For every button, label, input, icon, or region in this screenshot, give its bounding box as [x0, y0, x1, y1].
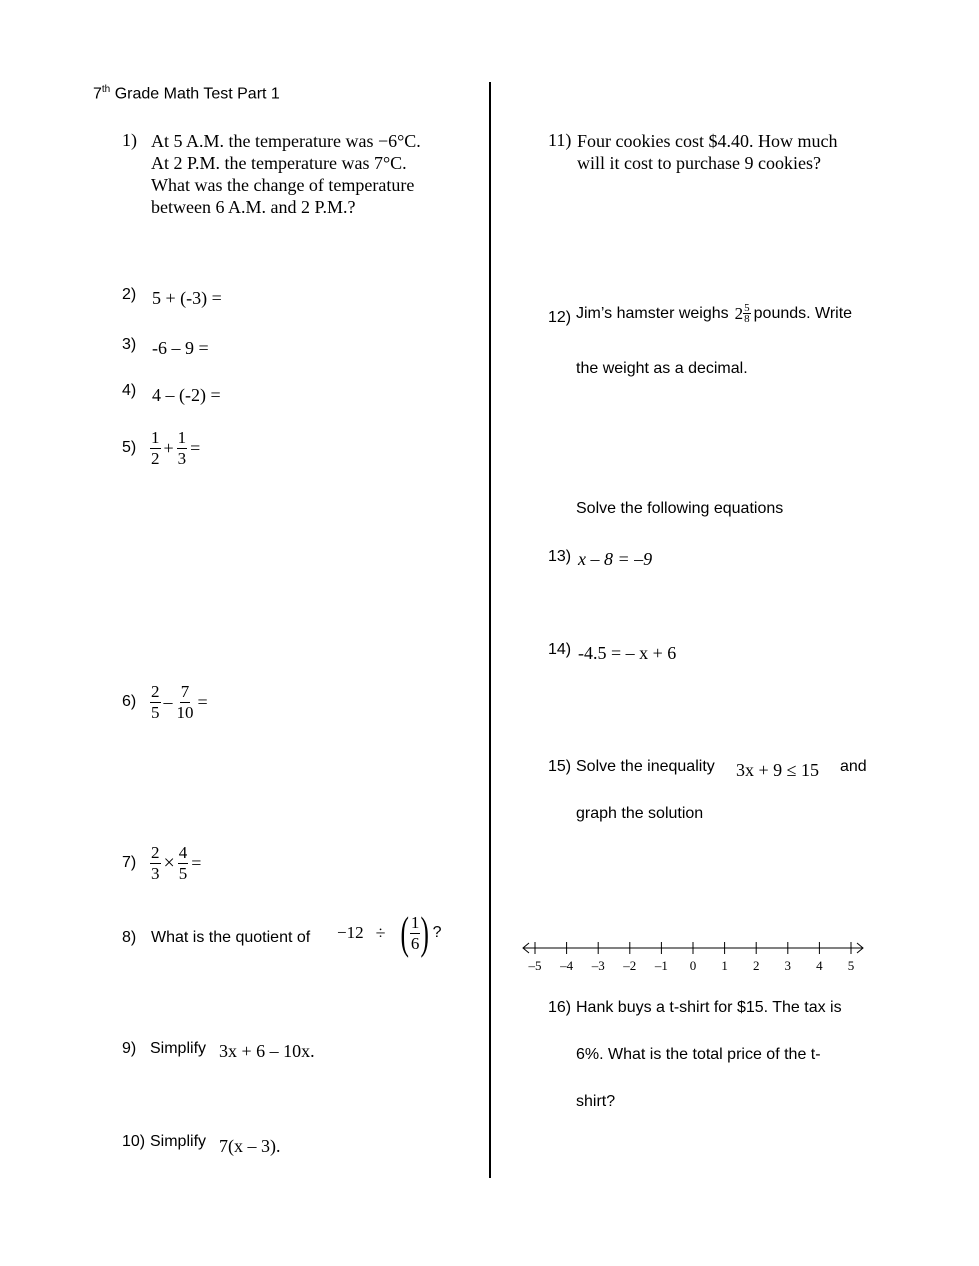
question-text-line: Hank buys a t-shirt for $15. The tax is — [576, 999, 842, 1016]
question-number: 15) — [548, 758, 572, 775]
question-expression: 3x + 6 – 10x. — [219, 1041, 315, 1061]
number-line — [520, 938, 866, 978]
question-number: 2) — [122, 286, 137, 303]
question-expression: 7(x – 3). — [219, 1136, 281, 1156]
fraction: $\frac{1}{2}$ — [151, 428, 160, 468]
question-number: 16) — [548, 999, 572, 1016]
question-text: Jim’s hamster weighs 2 $\frac{5}{8}$ pounds. Write — [576, 302, 853, 325]
question-expression: -4.5 = – x + 6 — [578, 643, 677, 663]
fraction: $\frac{5}{8}$ — [744, 302, 750, 325]
question-expression: 3x + 9 ≤ 15 — [736, 760, 820, 780]
question-expression: 5 + (-3) = — [152, 288, 222, 308]
number-line-label: –3 — [591, 958, 605, 973]
fraction: $\frac{1}{3}$ — [177, 428, 187, 468]
question-number: 13) — [548, 548, 572, 565]
column-divider — [489, 82, 491, 1178]
question-text-end: and — [840, 758, 867, 775]
number-line-axis — [520, 938, 866, 958]
question-number: 9) — [122, 1040, 137, 1057]
parenthesized-fraction: ( $\frac{1}{6}$ ) — [400, 907, 430, 958]
question-number: 5) — [122, 439, 137, 456]
section-heading: Solve the following equations — [576, 500, 784, 517]
fraction: $\frac{2}{3}$ — [151, 843, 160, 883]
number-line-label: 5 — [847, 958, 855, 973]
question-number: 14) — [548, 641, 572, 658]
question-expression: $\frac{2}{5}$ – $\frac{7}{10}$ = — [151, 682, 208, 722]
question-text-line: the weight as a decimal. — [576, 360, 748, 377]
question-number: 1) — [122, 130, 137, 150]
question-number: 7) — [122, 854, 137, 871]
number-line-label: –4 — [560, 958, 574, 973]
question-text-line: shirt? — [576, 1093, 616, 1110]
question-expression: -6 – 9 = — [152, 338, 209, 358]
number-line-label: 4 — [816, 958, 823, 973]
number-line-label: 2 — [752, 958, 760, 973]
number-line-label: –5 — [528, 958, 542, 973]
question-text: Four cookies cost $4.40. How much will it cost to purchase 9 cookies? — [577, 131, 838, 173]
fraction: $\frac{7}{10}$ — [176, 682, 194, 722]
number-line-label: –2 — [623, 958, 637, 973]
question-number: 8) — [122, 929, 137, 946]
question-expression: −12 ÷ ( $\frac{1}{6}$ ) ? — [337, 907, 442, 958]
question-number: 12) — [548, 309, 572, 326]
question-text: Solve the inequality — [576, 758, 715, 775]
question-label: Simplify — [150, 1133, 207, 1150]
question-number: 10) — [122, 1133, 146, 1150]
fraction: $\frac{4}{5}$ — [178, 843, 188, 883]
question-text: At 5 A.M. the temperature was −6°C. At 2 P.M. the temperature was 7°C. What was the change of temperature between 6 A.M. and 2 P.M.? — [151, 131, 421, 217]
question-text-line: graph the solution — [576, 805, 704, 822]
fraction: $\frac{2}{5}$ — [151, 682, 160, 722]
question-number: 3) — [122, 336, 137, 353]
question-number: 11) — [548, 130, 572, 150]
number-line-label: 3 — [784, 958, 792, 973]
number-line-label: 0 — [689, 958, 697, 973]
question-expression: $\frac{1}{2}$ + $\frac{1}{3}$ = — [151, 428, 201, 468]
number-line-label: 1 — [721, 958, 728, 973]
number-line-label: –1 — [654, 958, 668, 973]
question-text: What is the quotient of — [151, 929, 311, 946]
page-title: 7th Grade Math Test Part 1 — [93, 84, 280, 103]
question-label: Simplify — [150, 1040, 207, 1057]
question-number: 4) — [122, 382, 137, 399]
question-number: 6) — [122, 693, 137, 710]
question-expression: x – 8 = –9 — [578, 549, 653, 569]
question-expression: $\frac{2}{3}$ × $\frac{4}{5}$ = — [151, 843, 202, 883]
question-expression: 4 – (-2) = — [152, 385, 221, 405]
question-text-line: 6%. What is the total price of the t- — [576, 1046, 821, 1063]
